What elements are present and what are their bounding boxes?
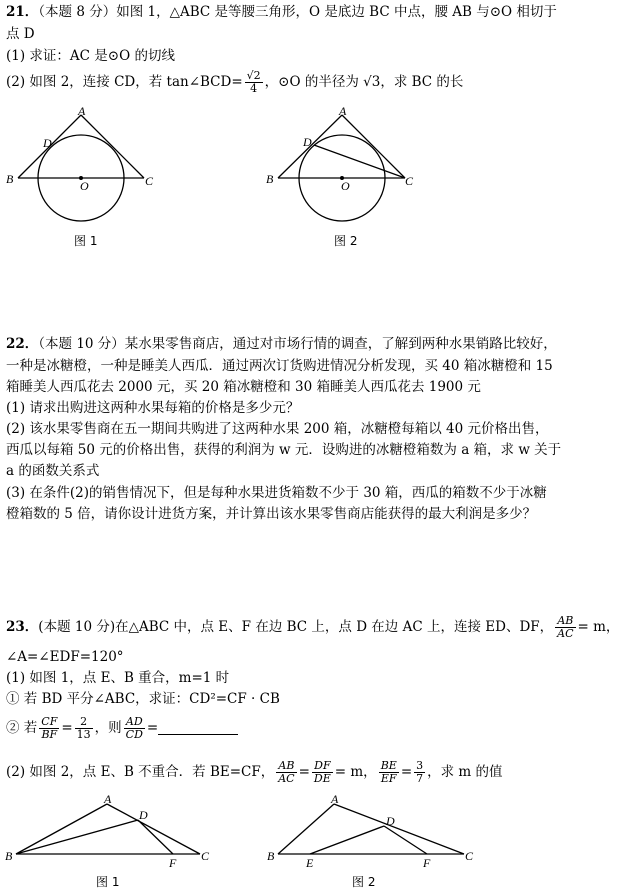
q23-l5-a: ② 若 [6,720,38,736]
q23-l6 [6,760,562,785]
fig2-label-O: O [341,179,350,193]
q22-number: 22． [6,336,39,352]
answer-blank[interactable] [158,722,238,735]
fig1-label-B: B [6,172,14,186]
q23-fig1-label-A: A [104,792,112,806]
q23-l6-a: (2) 如图 2，点 E、B 不重合．若 BE=CF， [6,764,275,780]
fig1-label-O: O [80,179,89,193]
q23-fig2-label-D: D [386,814,395,828]
q23-cf-bf-fraction [39,716,59,741]
q23-l1-tail: = m， [577,619,619,635]
q23-l3: (1) 如图 1，点 E、B 重合，m=1 时 [6,670,230,686]
q22-l7: a 的函数关系式 [6,463,100,479]
q23-fig1-label-C: C [201,849,210,863]
q23-ab-ac-fraction [555,615,575,640]
q23-l6-f2d: DE [313,772,331,785]
q23-ad-cd-fraction [124,716,145,741]
q23-l6-eq2: = m， [334,764,377,780]
q22-l9: 橙箱数的 5 倍，请你设计进货方案，并计算出该水果零售商店能获得的最大利润是多少？ [6,506,537,522]
q23-fig2-label-E: E [306,856,314,870]
q23-l5-den: BF [41,728,58,741]
q22-l6: 西瓜以每箱 50 元的价格出售，获得的利润为 w 元．设购进的冰糖橙箱数为 a 箱，求 w 关于 [6,442,562,458]
q23-fig1-label-F: F [169,856,177,870]
fig1-label-C: C [145,174,154,188]
q23-be-ef-fraction [379,760,399,785]
q22-l1: （本题 10 分）某水果零售商店，通过对市场行情的调查，了解到两种水果销路比较好， [38,336,557,352]
q21-lead: （本题 8 分）如图 1，△ABC 是等腰三角形，O 是底边 BC 中点，腰 AB 与⊙O 相切于 [38,4,557,20]
q23-l1-num: AB [555,615,575,628]
q21-fig1-caption: 图 1 [74,234,98,248]
q21-part2-a: (2) 如图 2，连接 CD，若 tan∠BCD= [6,74,243,90]
q23-figure-2 [262,790,487,870]
q23-line1 [6,614,619,640]
q23-l5-d2: 13 [76,728,91,741]
q23-figure-1 [0,790,225,870]
q23-fig2-label-C: C [465,849,474,863]
q22-l8: (3) 在条件(2)的销售情况下，但是每种水果进货箱数不少于 30 箱，西瓜的箱数不少于冰糖 [6,485,547,501]
q23-l1-den: AC [557,627,574,640]
q23-ab-ac-fraction-2 [276,760,296,785]
q23-fig2-label-F: F [423,856,431,870]
q23-number: 23． [6,619,39,635]
q23-l6-f4n: 3 [416,759,424,772]
q21-part2 [6,70,562,95]
q23-l6-b: ，求 m 的值 [427,764,503,780]
q21-tan-den: 4 [250,82,258,95]
q23-l5 [6,716,562,741]
fig2-label-A: A [339,104,347,118]
q23-l5-eq: = [61,720,73,736]
q23-fig1-label-D: D [139,808,148,822]
fig2-label-C: C [405,174,414,188]
q23-fig1-label-B: B [5,849,13,863]
fig2-label-B: B [266,172,274,186]
q21-line1 [6,2,562,22]
q22-l4: (1) 请求出购进这两种水果每箱的价格是多少元？ [6,400,300,416]
q23-l6-eq1: = [298,764,310,780]
q23-l6-f3n: BE [380,759,397,772]
q23-l5-c: = [146,720,159,736]
q23-fig2-label-B: B [267,849,275,863]
q21-tan-num: √2 [246,69,261,82]
q23-l5-n2: 2 [75,716,93,729]
q23-df-de-fraction [312,760,333,785]
q21-figure-2 [258,100,428,225]
q21-lead-cont: 点 D [6,26,35,42]
q21-part1: (1) 求证：AC 是⊙O 的切线 [6,48,175,64]
q22-l5: (2) 该水果零售商在五一期间共购进了这两种水果 200 箱，冰糖橙每箱以 40 元价格出售， [6,421,549,437]
q21-fig2-caption: 图 2 [334,234,358,248]
q23-l6-f4d: 7 [416,772,424,785]
q21-figure-1 [0,100,200,225]
q23-l6-eq3: = [400,764,413,780]
q23-l2: ∠A=∠EDF=120° [6,649,124,665]
q23-l6-f3d: EF [380,772,397,785]
q23-fig1-caption: 图 1 [96,875,120,889]
q23-fig2-caption: 图 2 [352,875,376,889]
q23-fig2-label-A: A [331,792,339,806]
q21-tan-fraction [245,70,263,95]
q22-l3: 箱睡美人西瓜花去 2000 元，买 20 箱冰糖橙和 30 箱睡美人西瓜花去 1900 元 [6,379,481,395]
fig2-label-D: D [303,135,312,149]
q23-l5-num: CF [41,715,58,728]
q22-line1 [6,334,562,354]
q21-part2-b: ，⊙O 的半径为 √3，求 BC 的长 [264,74,464,90]
q23-l6-f2n: DF [312,760,333,773]
q23-2-13-fraction [75,716,93,741]
q23-l5-den3: CD [125,728,143,741]
fig1-label-D: D [43,136,52,150]
q23-l6-f1n: AB [276,760,296,773]
fig1-label-A: A [78,104,86,118]
q23-l5-num3: AD [124,716,145,729]
q23-l1: (本题 10 分)在△ABC 中，点 E、F 在边 BC 上，点 D 在边 AC 上，连接 ED、DF， [38,619,554,635]
q22-l2: 一种是冰糖橙，一种是睡美人西瓜．通过两次订货购进情况分析发现，买 40 箱冰糖橙和 15 [6,358,553,374]
q21-number: 21． [6,4,39,20]
q23-l6-f1d: AC [278,772,295,785]
q23-l4: ① 若 BD 平分∠ABC，求证：CD²=CF · CB [6,691,280,707]
q23-l5-b: ，则 [94,720,122,736]
q23-3-7-fraction [414,760,425,785]
